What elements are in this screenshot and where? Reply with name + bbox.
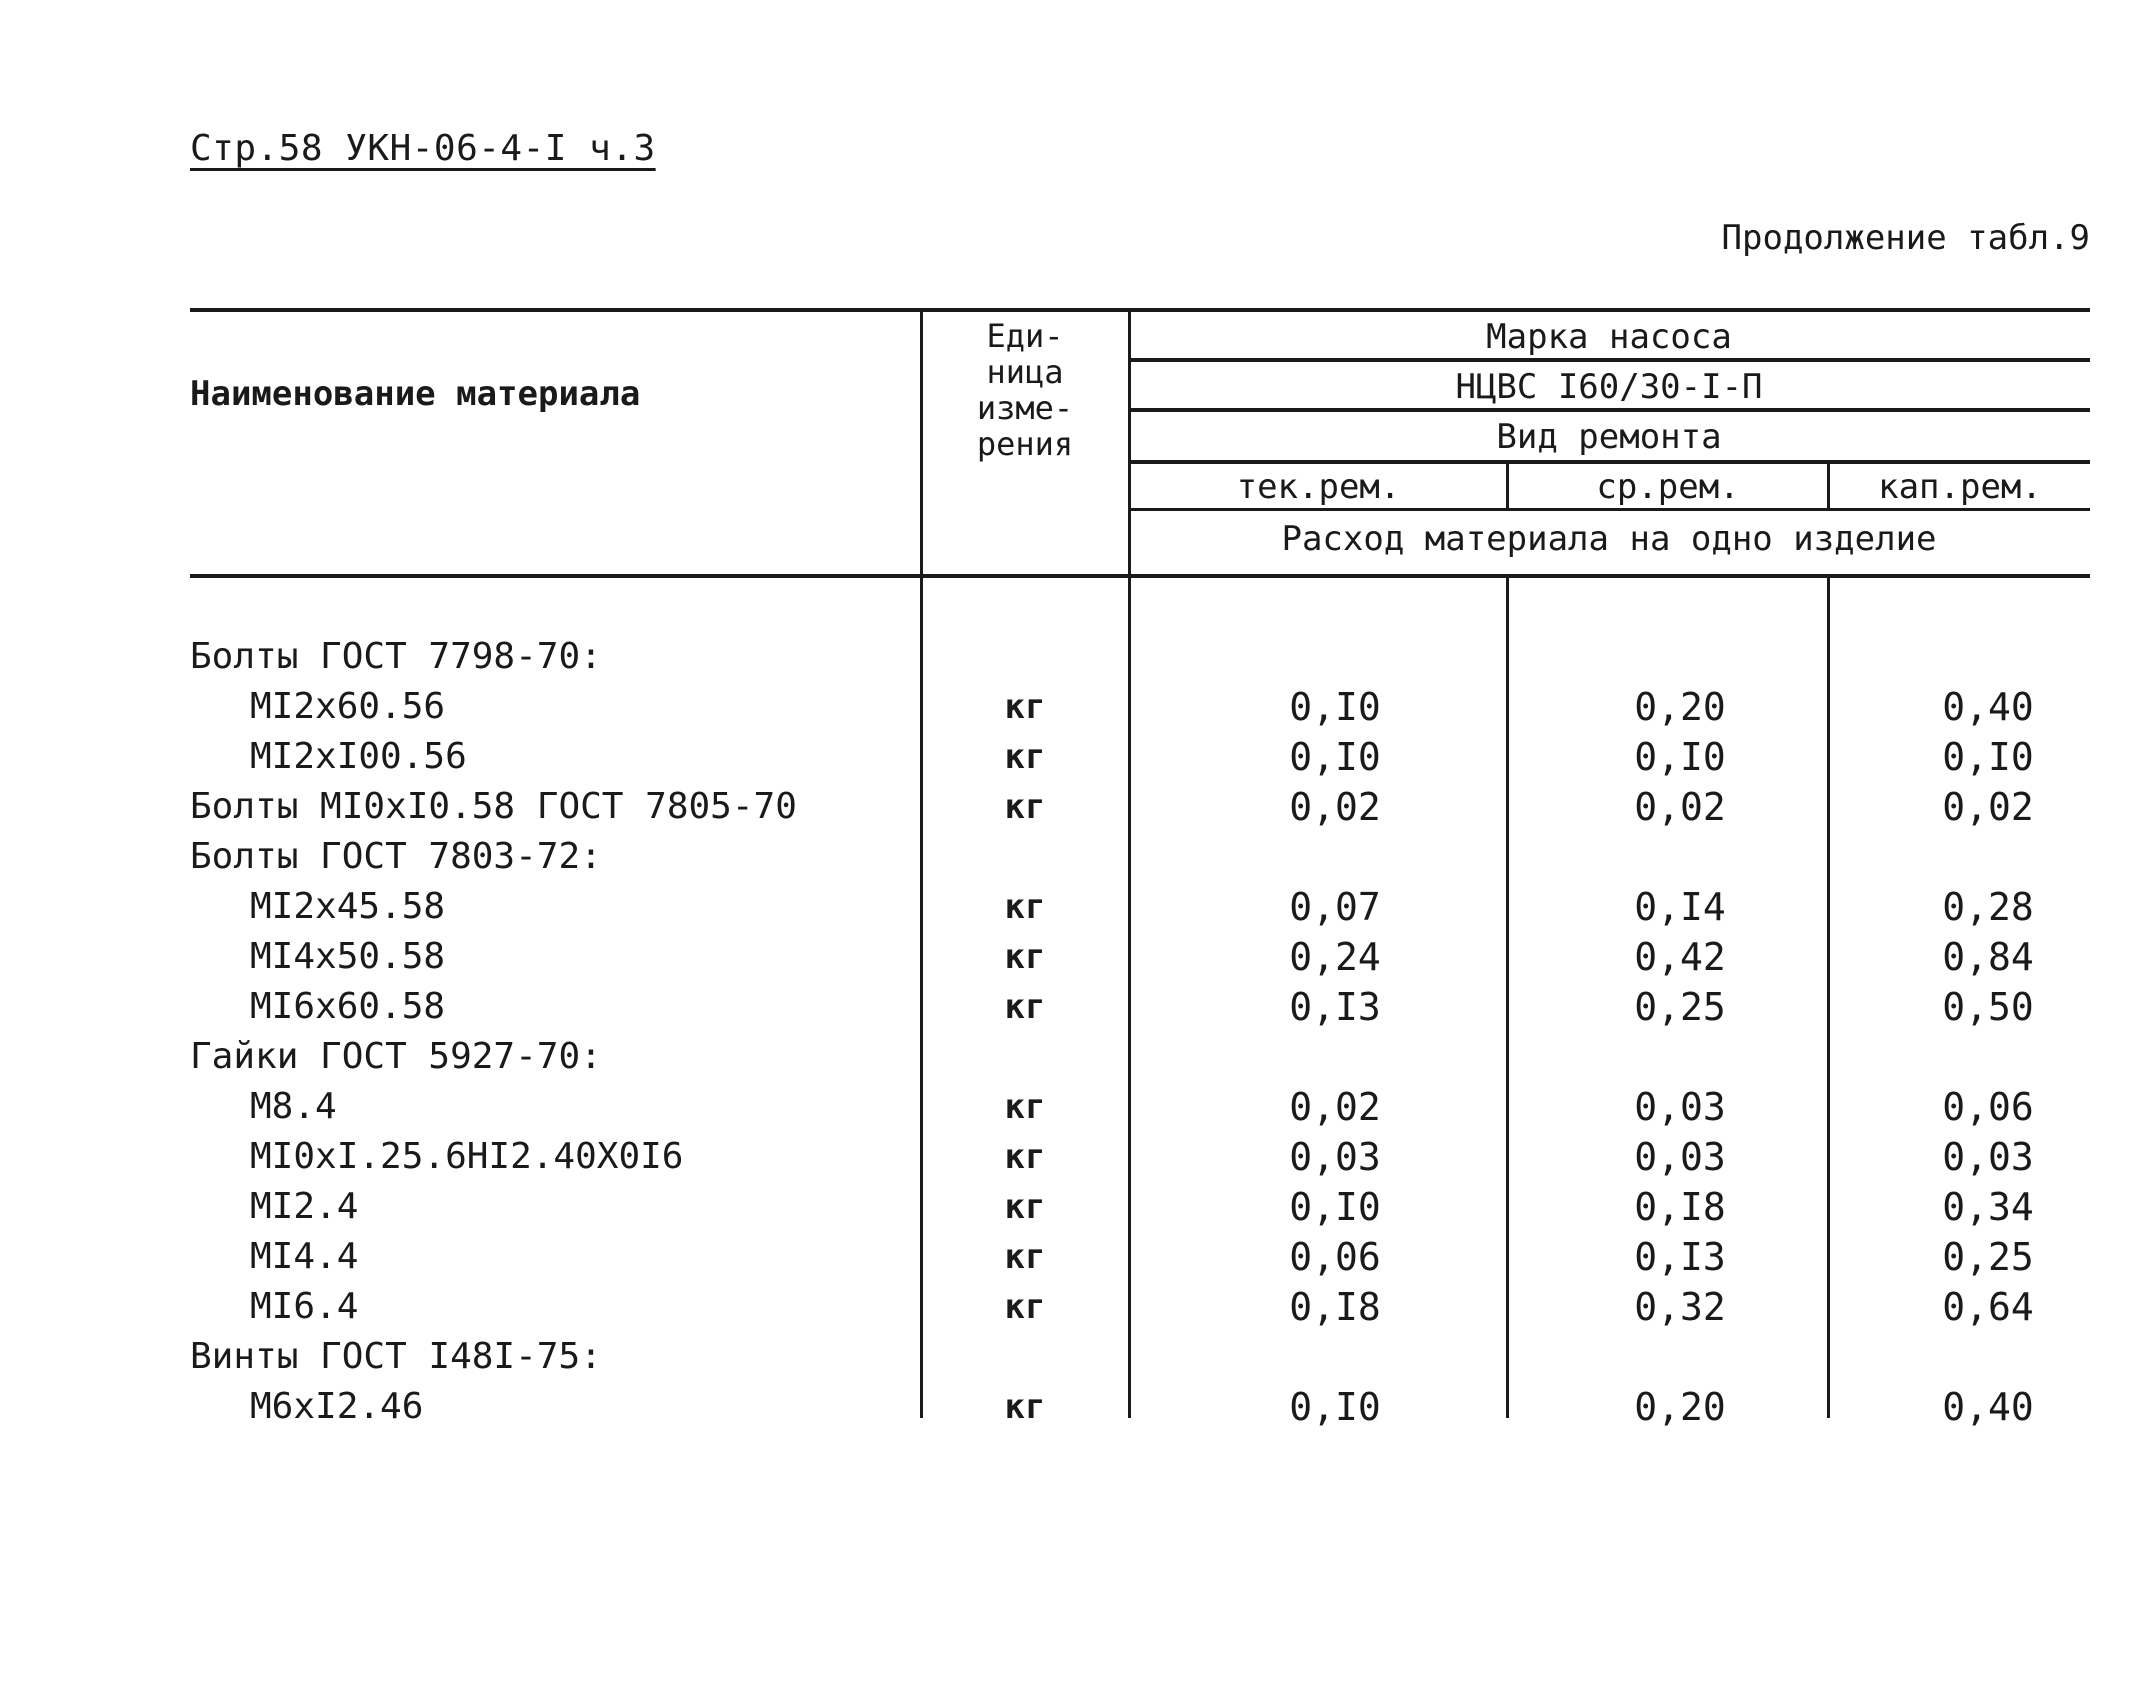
unit-cell: кг [1004, 737, 1046, 777]
pump-brand-underline [1128, 358, 2090, 362]
value-sr: 0,02 [1634, 785, 1726, 829]
material-name: МI0хI.25.6НI2.40Х0I6 [250, 1136, 684, 1177]
table-row [0, 1332, 2142, 1382]
consumption-header: Расход материала на одно изделие [1281, 519, 1937, 559]
unit-cell: кг [1004, 687, 1046, 727]
material-name: МI2х60.56 [250, 686, 446, 727]
value-kap: 0,84 [1942, 935, 2034, 979]
value-kap: 0,06 [1942, 1085, 2034, 1129]
table-row [0, 632, 2142, 682]
value-tek: 0,02 [1289, 785, 1381, 829]
value-kap: 0,25 [1942, 1235, 2034, 1279]
value-sr: 0,20 [1634, 685, 1726, 729]
value-sr: 0,I4 [1634, 885, 1726, 929]
value-sr: 0,I8 [1634, 1185, 1726, 1229]
unit-cell: кг [1004, 1187, 1046, 1227]
material-name: М8.4 [250, 1086, 337, 1127]
table-row [0, 932, 2142, 982]
unit-header-line: ница [986, 353, 1064, 391]
pump-model: НЦВС I60/30-I-П [1455, 367, 1763, 407]
table-row [0, 1282, 2142, 1332]
table-row [0, 1082, 2142, 1132]
value-kap: 0,I0 [1942, 735, 2034, 779]
unit-header-line: рения [976, 425, 1074, 463]
value-kap: 0,64 [1942, 1285, 2034, 1329]
unit-cell: кг [1004, 887, 1046, 927]
value-tek: 0,07 [1289, 885, 1381, 929]
value-sr: 0,32 [1634, 1285, 1726, 1329]
unit-cell: кг [1004, 1137, 1046, 1177]
material-name: МI2хI00.56 [250, 736, 467, 777]
material-name: МI6х60.58 [250, 986, 446, 1027]
material-name: МI2.4 [250, 1186, 359, 1227]
material-name: Гайки ГОСТ 5927-70: [190, 1036, 602, 1077]
table-row [0, 1382, 2142, 1432]
value-kap: 0,28 [1942, 885, 2034, 929]
material-name: М6хI2.46 [250, 1386, 424, 1427]
value-kap: 0,40 [1942, 685, 2034, 729]
material-name: МI4.4 [250, 1236, 359, 1277]
table-row [0, 982, 2142, 1032]
value-kap: 0,02 [1942, 785, 2034, 829]
table-row [0, 1182, 2142, 1232]
table-row [0, 1232, 2142, 1282]
pump-model-underline [1128, 408, 2090, 412]
material-name: МI2х45.58 [250, 886, 446, 927]
repair-type-header: Вид ремонта [1496, 417, 1722, 457]
table-row [0, 782, 2142, 832]
value-kap: 0,40 [1942, 1385, 2034, 1429]
value-tek: 0,03 [1289, 1135, 1381, 1179]
value-sr: 0,I3 [1634, 1235, 1726, 1279]
value-tek: 0,I0 [1289, 1385, 1381, 1429]
repair-type-underline [1128, 460, 2090, 464]
value-kap: 0,34 [1942, 1185, 2034, 1229]
table-row [0, 1032, 2142, 1082]
unit-cell: кг [1004, 1237, 1046, 1277]
table-top-border [190, 308, 2090, 312]
material-name-header: Наименование материала [190, 374, 641, 414]
material-name: МI6.4 [250, 1286, 359, 1327]
table-row [0, 732, 2142, 782]
unit-header [920, 318, 1130, 462]
table-row [0, 1132, 2142, 1182]
material-name: Болты ГОСТ 7798-70: [190, 636, 602, 677]
value-tek: 0,06 [1289, 1235, 1381, 1279]
table-continuation-label: Продолжение табл.9 [1721, 218, 2090, 258]
unit-cell: кг [1004, 1387, 1046, 1427]
unit-cell: кг [1004, 987, 1046, 1027]
value-sr: 0,03 [1634, 1135, 1726, 1179]
repair-type-kap: кап.рем. [1878, 467, 2042, 507]
repair-type-tek: тек.рем. [1236, 467, 1401, 507]
unit-cell: кг [1004, 937, 1046, 977]
table-row [0, 882, 2142, 932]
value-sr: 0,25 [1634, 985, 1726, 1029]
material-name: МI4х50.58 [250, 936, 446, 977]
value-kap: 0,50 [1942, 985, 2034, 1029]
material-name: Болты ГОСТ 7803-72: [190, 836, 602, 877]
value-tek: 0,I3 [1289, 985, 1381, 1029]
value-sr: 0,42 [1634, 935, 1726, 979]
table-row [0, 682, 2142, 732]
value-tek: 0,24 [1289, 935, 1381, 979]
value-tek: 0,02 [1289, 1085, 1381, 1129]
value-tek: 0,I0 [1289, 1185, 1381, 1229]
unit-cell: кг [1004, 1087, 1046, 1127]
header-bottom-border [190, 574, 2090, 578]
value-sr: 0,I0 [1634, 735, 1726, 779]
unit-header-line: Еди- [986, 317, 1064, 355]
value-tek: 0,I0 [1289, 685, 1381, 729]
table-row [0, 832, 2142, 882]
page-reference: Стр.58 УКН-06-4-I ч.3 [190, 128, 656, 169]
unit-cell: кг [1004, 1287, 1046, 1327]
value-sr: 0,20 [1634, 1385, 1726, 1429]
material-name: Болты МI0хI0.58 ГОСТ 7805-70 [190, 786, 797, 827]
pump-brand-header: Марка насоса [1486, 317, 1732, 357]
value-kap: 0,03 [1942, 1135, 2034, 1179]
unit-header-line: изме- [976, 389, 1074, 427]
repair-type-sr: ср.рем. [1596, 467, 1740, 507]
repair-kinds-underline [1128, 508, 2090, 511]
value-tek: 0,I0 [1289, 735, 1381, 779]
value-sr: 0,03 [1634, 1085, 1726, 1129]
value-tek: 0,I8 [1289, 1285, 1381, 1329]
material-name: Винты ГОСТ I48I-75: [190, 1336, 602, 1377]
unit-cell: кг [1004, 787, 1046, 827]
